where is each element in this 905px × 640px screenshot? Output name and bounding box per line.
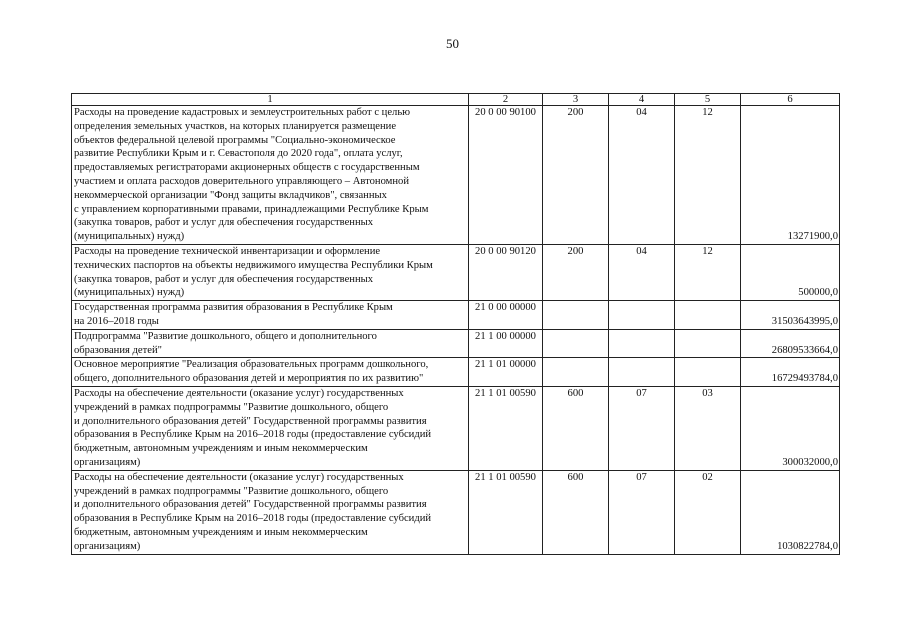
row-section: 07 [609,386,675,470]
row-section: 07 [609,470,675,554]
row-expense-type: 600 [543,386,609,470]
row-subsection: 12 [675,106,741,245]
row-code: 20 0 00 90120 [469,244,543,300]
row-amount: 13271900,0 [741,106,840,245]
row-section: 04 [609,244,675,300]
row-amount: 16729493784,0 [741,358,840,387]
row-code: 21 0 00 00000 [469,301,543,330]
row-description: Расходы на проведение кадастровых и землеустроительных работ с целью определения земельных участков, на которых планируется размещение объектов федеральной целевой программы "Социально-экономическое развитие Республики Крым и г. Севастополя до 2020 года", оплата услуг, предоставляемых регистраторами акционерных обществ с государственным участием и оплата расходов доверительного управляющего – Автономной некоммерческой организации "Фонд защиты вкладчиков", связанных с управлением корпоративными правами, принадлежащими Республике Крым (закупка товаров, работ и услуг для обеспечения государственных (муниципальных) нужд) [72,106,469,245]
row-section [609,358,675,387]
row-code: 21 1 01 00590 [469,386,543,470]
row-subsection [675,358,741,387]
row-amount: 26809533664,0 [741,329,840,358]
row-subsection: 03 [675,386,741,470]
row-description: Основное мероприятие "Реализация образовательных программ дошкольного, общего, дополнительного образования детей и мероприятия по их развитию" [72,358,469,387]
header-cell: 4 [609,94,675,106]
row-code: 20 0 00 90100 [469,106,543,245]
table-row [72,386,840,470]
row-subsection [675,329,741,358]
row-section: 04 [609,106,675,245]
row-expense-type: 200 [543,106,609,245]
row-expense-type [543,329,609,358]
header-row [72,94,840,106]
header-cell: 6 [741,94,840,106]
row-section [609,301,675,330]
row-description: Расходы на обеспечение деятельности (оказание услуг) государственных учреждений в рамках подпрограммы "Развитие дошкольного, общего и дополнительного образования детей" Государственной программы развития образования в Республике Крым на 2016–2018 годы (предоставление субсидий бюджетным, автономным учреждениям и иным некоммерческим организациям) [72,386,469,470]
row-description: Расходы на проведение технической инвентаризации и оформление технических паспортов на объекты недвижимого имущества Республики Крым (закупка товаров, работ и услуг для обеспечения государственных (муниципальных) нужд) [72,244,469,300]
table-row [72,470,840,554]
header-cell: 2 [469,94,543,106]
row-subsection [675,301,741,330]
row-code: 21 1 01 00000 [469,358,543,387]
page-number: 50 [446,36,459,51]
row-amount: 31503643995,0 [741,301,840,330]
header-cell: 1 [72,94,469,106]
row-amount: 1030822784,0 [741,470,840,554]
row-description: Расходы на обеспечение деятельности (оказание услуг) государственных учреждений в рамках подпрограммы "Развитие дошкольного, общего и дополнительного образования детей" Государственной программы развития образования в Республике Крым на 2016–2018 годы (предоставление субсидий бюджетным, автономным учреждениям и иным некоммерческим организациям) [72,470,469,554]
row-subsection: 12 [675,244,741,300]
row-code: 21 1 01 00590 [469,470,543,554]
row-section [609,329,675,358]
row-expense-type: 600 [543,470,609,554]
row-subsection: 02 [675,470,741,554]
table-row [72,301,840,330]
header-cell: 3 [543,94,609,106]
header-cell: 5 [675,94,741,106]
budget-table [71,93,840,555]
row-amount: 500000,0 [741,244,840,300]
table-row [72,106,840,245]
row-description: Государственная программа развития образования в Республике Крым на 2016–2018 годы [72,301,469,330]
row-expense-type [543,301,609,330]
row-amount: 300032000,0 [741,386,840,470]
row-code: 21 1 00 00000 [469,329,543,358]
table-row [72,358,840,387]
table-row [72,329,840,358]
row-expense-type: 200 [543,244,609,300]
row-expense-type [543,358,609,387]
row-description: Подпрограмма "Развитие дошкольного, общего и дополнительного образования детей" [72,329,469,358]
table-row [72,244,840,300]
